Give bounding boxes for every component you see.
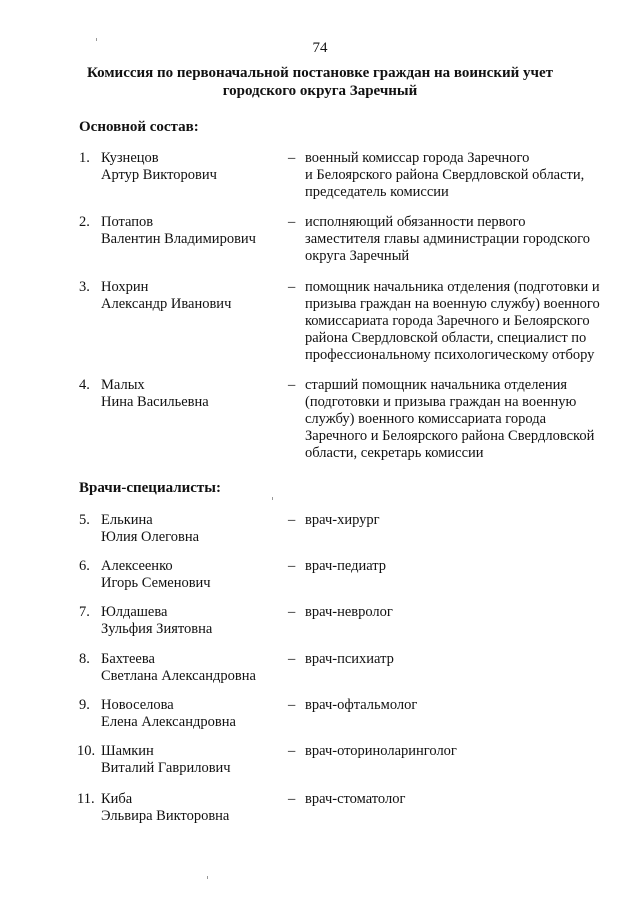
- role-line: врач-психиатр: [305, 651, 394, 667]
- section-heading-doctors: Врачи-специалисты:: [79, 480, 222, 496]
- role-line: службу) военного комиссариата города: [305, 411, 547, 427]
- member-surname: Алексеенко: [101, 558, 173, 574]
- page-number: 74: [312, 40, 328, 56]
- member-surname: Юлдашева: [101, 604, 168, 620]
- member-given-name: Светлана Александровна: [101, 668, 256, 684]
- role-line: врач-педиатр: [305, 558, 387, 574]
- member-surname: Малых: [101, 377, 145, 393]
- role-line: врач-оториноларинголог: [305, 743, 457, 759]
- member-name: [101, 214, 281, 248]
- member-surname: Шамкин: [101, 743, 154, 759]
- member-name: [101, 150, 281, 184]
- member-given-name: Зульфия Зиятовна: [101, 621, 213, 637]
- member-number: 3.: [79, 279, 90, 295]
- role-line: председатель комиссии: [305, 184, 449, 200]
- member-name: [101, 377, 281, 411]
- member-name: [101, 791, 281, 825]
- dash-separator: –: [288, 697, 296, 713]
- member-role: [305, 697, 615, 714]
- member-name: [101, 279, 281, 313]
- member-number: 8.: [79, 651, 90, 667]
- section-heading-main: Основной состав:: [79, 119, 199, 135]
- scan-mark: [96, 38, 97, 41]
- member-name: [101, 604, 281, 638]
- member-number: 7.: [79, 604, 90, 620]
- member-given-name: Эльвира Викторовна: [101, 808, 230, 824]
- member-given-name: Юлия Олеговна: [101, 529, 200, 545]
- dash-separator: –: [288, 214, 296, 230]
- member-role: [305, 558, 615, 575]
- member-surname: Елькина: [101, 512, 153, 528]
- member-given-name: Артур Викторович: [101, 167, 217, 183]
- member-number: 4.: [79, 377, 90, 393]
- member-role: [305, 150, 615, 201]
- member-role: [305, 743, 615, 760]
- role-line: врач-хирург: [305, 512, 380, 528]
- dash-separator: –: [288, 279, 296, 295]
- role-line: округа Заречный: [305, 248, 410, 264]
- member-number: 9.: [79, 697, 90, 713]
- role-line: (подготовки и призыва граждан на военную: [305, 394, 577, 410]
- dash-separator: –: [288, 743, 296, 759]
- dash-separator: –: [288, 791, 296, 807]
- member-role: [305, 377, 615, 462]
- scan-mark: [272, 497, 273, 500]
- member-number: 5.: [79, 512, 90, 528]
- member-name: [101, 512, 281, 546]
- dash-separator: –: [288, 150, 296, 166]
- dash-separator: –: [288, 512, 296, 528]
- member-name: [101, 651, 281, 685]
- role-line: помощник начальника отделения (подготовки и: [305, 279, 600, 295]
- role-line: старший помощник начальника отделения: [305, 377, 568, 393]
- member-name: [101, 697, 281, 731]
- member-surname: Нохрин: [101, 279, 149, 295]
- member-surname: Кузнецов: [101, 150, 159, 166]
- member-role: [305, 512, 615, 529]
- title-line-1: Комиссия по первоначальной постановке граждан на воинский учет: [87, 65, 553, 81]
- role-line: военный комиссар города Заречного: [305, 150, 530, 166]
- member-role: [305, 791, 615, 808]
- role-line: призыва граждан на военную службу) военного: [305, 296, 600, 312]
- member-number: 6.: [79, 558, 90, 574]
- role-line: Заречного и Белоярского района Свердловской: [305, 428, 595, 444]
- member-number: 1.: [79, 150, 90, 166]
- member-number: 10.: [77, 743, 96, 759]
- member-name: [101, 558, 281, 592]
- member-given-name: Нина Васильевна: [101, 394, 209, 410]
- dash-separator: –: [288, 604, 296, 620]
- role-line: исполняющий обязанности первого: [305, 214, 526, 230]
- member-role: [305, 604, 615, 621]
- member-surname: Новоселова: [101, 697, 174, 713]
- member-role: [305, 651, 615, 668]
- member-given-name: Валентин Владимирович: [101, 231, 256, 247]
- role-line: и Белоярского района Свердловской области,: [305, 167, 585, 183]
- member-given-name: Игорь Семенович: [101, 575, 211, 591]
- title-line-2: городского округа Заречный: [222, 83, 418, 99]
- scan-mark: [207, 876, 208, 879]
- role-line: врач-невролог: [305, 604, 393, 620]
- document-title: [40, 64, 600, 100]
- member-given-name: Виталий Гаврилович: [101, 760, 231, 776]
- dash-separator: –: [288, 651, 296, 667]
- member-number: 11.: [77, 791, 95, 807]
- member-given-name: Александр Иванович: [101, 296, 232, 312]
- role-line: района Свердловской области, специалист по: [305, 330, 587, 346]
- member-role: [305, 279, 615, 364]
- dash-separator: –: [288, 377, 296, 393]
- role-line: профессиональному психологическому отбору: [305, 347, 595, 363]
- member-surname: Киба: [101, 791, 133, 807]
- member-surname: Потапов: [101, 214, 154, 230]
- role-line: заместителя главы администрации городского: [305, 231, 591, 247]
- member-given-name: Елена Александровна: [101, 714, 236, 730]
- role-line: области, секретарь комиссии: [305, 445, 484, 461]
- member-number: 2.: [79, 214, 90, 230]
- role-line: комиссариата города Заречного и Белоярского: [305, 313, 590, 329]
- role-line: врач-офтальмолог: [305, 697, 418, 713]
- member-surname: Бахтеева: [101, 651, 155, 667]
- dash-separator: –: [288, 558, 296, 574]
- role-line: врач-стоматолог: [305, 791, 406, 807]
- member-name: [101, 743, 281, 777]
- member-role: [305, 214, 615, 265]
